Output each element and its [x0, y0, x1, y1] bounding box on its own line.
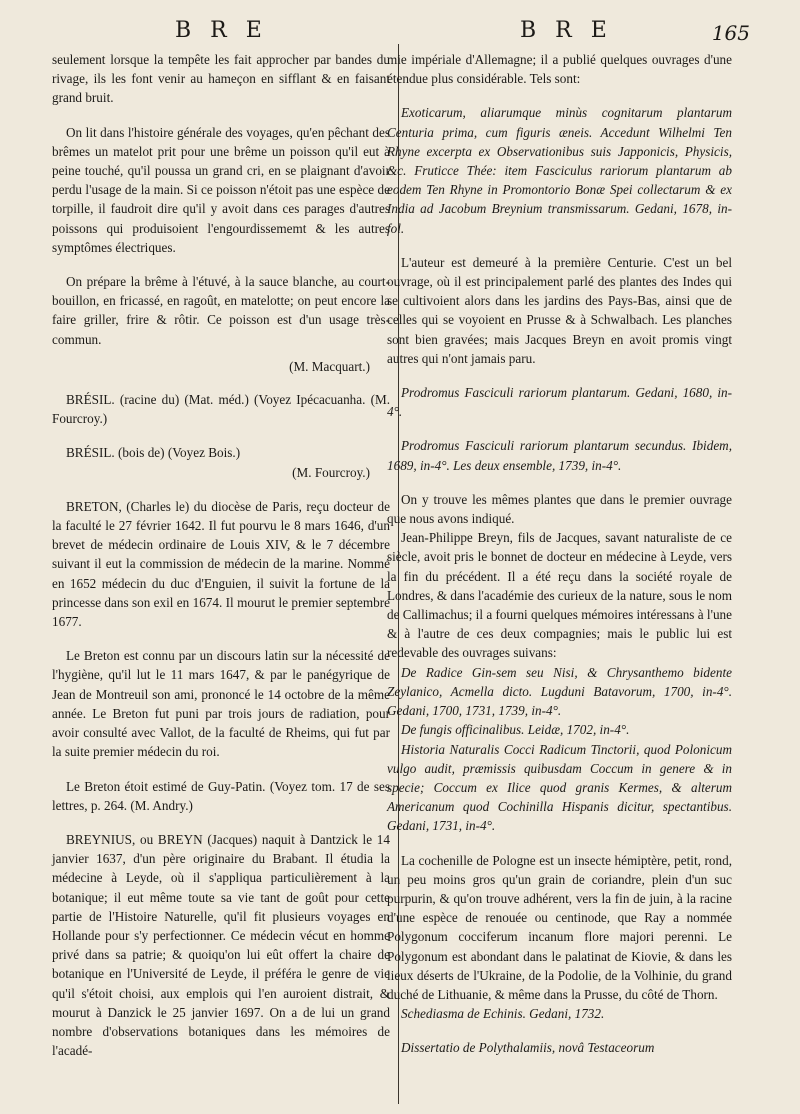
paragraph: seulement lorsque la tempête les fait approcher par bandes du rivage, ils les font venir au hameçon en sifflant & en faisant grand bruit.	[52, 52, 390, 106]
paragraph: Le Breton étoit estimé de Guy-Patin. (Voyez tom. 17 de ses lettres, p. 264. (M. Andry.)	[52, 778, 390, 813]
author-signature: (M. Fourcroy.)	[292, 464, 370, 480]
entry-breynius: BREYNIUS, ou BREYN (Jacques) naquit à Dantzick le 14 janvier 1637, d'un père originaire du Brabant. Il étudia la médecine à Leyde, où il s'appliqua particulièrement à la botanique; il eut même toute sa vie tant de goût pour cette partie de l'Histoire Naturelle, qu'il fit plusieurs voyages en Hollande pour s'y perfectionner. Ce médecin vécut en homme privé dans sa patrie; & quoiqu'on lui eût offert la chaire de botanique en l'Université de Leyde, il préféra le genre de vie qu'il s'étoit choisi, aux emplois qui l'en auroient distrait, & mourut à Danzick le 25 janvier 1697. On a de lui un grand nombre d'observations botaniques dans les mémoires de l'acadé-	[52, 831, 390, 1059]
author-signature: (M. Macquart.)	[289, 358, 370, 374]
paragraph: La cochenille de Pologne est un insecte hémiptère, petit, rond, un peu moins gros qu'un grain de coriandre, plein d'un suc purpurin, & qu'on trouve adhérent, vers la fin de juin, à la racine d'une espèce de renouée ou centinode, que Ray a nommée Polygonum cocciferum incanum flore majori perenni. Le Polygonum est abondant dans le palatinat de Kiovie, & dans les lieux déserts de l'Ukraine, de la Podolie, de la Volhinie, du grand duché de Lithuanie, & même dans la Prusse, du côté de Thorn.	[387, 852, 732, 1002]
running-head-right: B R E	[520, 18, 613, 43]
paragraph: mie impériale d'Allemagne; il a publié quelques ouvrages d'une étendue plus considérable. Tels sont:	[387, 52, 732, 87]
paragraph: On lit dans l'histoire générale des voyages, qu'en pêchant des brêmes un matelot prit pour une brême un poisson qu'il eut à peine touché, qu'il poussa un grand cri, en se plaignant d'avoir perdu l'usage de la main. Si ce poisson n'étoit pas une espèce de torpille, il faudroit dire qu'il y avoit dans ces parages d'autres poissons qui produisoient l'engourdissememt & les autres symptômes électriques.	[52, 124, 390, 255]
bibliography-entry: Historia Naturalis Cocci Radicum Tinctorii, quod Polonicum vulgo audit, præmissis quibusdam Coccum in genere & in specie; Coccum ex Ilice quod granis Kermes, & alterum Americanum quod Cochinilla Hispanis dicitur, spectantibus. Gedani, 1731, in-4°.	[387, 741, 732, 834]
bibliography-entry: Exoticarum, aliarumque minùs cognitarum plantarum Centuria prima, cum figuris æneis. Accedunt Wilhelmi Ten Rhyne excerpta ex Observationibus suis Japponicis, Physicis, &c. Fruticce Thée: item Fasciculus rariorum plantarum ab eodem Ten Rhyne in Promontorio Bonæ Spei collectarum & ex India ad Jacobum Breynium transmissarum. Gedani, 1678, in-fol.	[387, 105, 732, 236]
paragraph: L'auteur est demeuré à la première Centurie. C'est un bel ouvrage, où il est principalement parlé des plantes des Indes qui se cultivoient alors dans les jardins des Pays-Bas, ainsi que de celles qui se voyoient en Prusse & à Schwalbach. Les planches sont bien gravées; mais Jacques Breyn en avoit promis vingt autres qui n'ont jamais paru.	[387, 254, 732, 366]
bibliography-entry: Schediasma de Echinis. Gedani, 1732.	[401, 1006, 605, 1022]
paragraph: On prépare la brême à l'étuvé, à la sauce blanche, au court-bouillon, en fricassé, en ragoût, en matelotte; on peut encore la faire griller, frire & rôtir. Ce poisson est d'un usage très-commun.	[52, 274, 390, 347]
right-column	[387, 50, 732, 1058]
paragraph: Le Breton est connu par un discours latin sur la nécessité de l'hygiène, qu'il lut le 11 mars 1647, & par le panégyrique de Jean de Montreuil son ami, prononcé le 14 octobre de la même année. Le Breton fut puni par trois jours de radiation, pour avoir consulté avec Vallot, de la faculté de Rheims, qui fut par la suite premier médecin du roi.	[52, 648, 390, 760]
bibliography-entry: Dissertatio de Polythalamiis, novâ Testaceorum	[401, 1040, 655, 1056]
bibliography-entry: Prodromus Fasciculi rariorum plantarum. Gedani, 1680, in-4°.	[387, 385, 732, 420]
entry-breton: BRETON, (Charles le) du diocèse de Paris, reçu docteur de la faculté le 27 février 1642. Il fut pourvu le 8 mars 1646, d'un brevet de médecin ordinaire de Louis XIV, & le 7 décembre suivant il eut la commission de médecin de la marine. Nommé en 1652 médecin du duc d'Enguien, il suivit la fortune de la princesse dans son exil en 1674. Il mourut le premier septembre 1677.	[52, 498, 390, 630]
entry-bresil-bois: BRÉSIL. (bois de) (Voyez Bois.)	[66, 445, 241, 461]
left-column	[52, 50, 390, 1060]
paragraph: Jean-Philippe Breyn, fils de Jacques, savant naturaliste de ce siècle, avoit pris le bonnet de docteur en médecine à Leyde, vers la fin du précédent. Il a été reçu dans la société royale de Londres, & dans l'académie des curieux de la nature, sous le nom de Callimachus; il a fourni quelques mémoires intéressans à l'une & à l'autre de ces deux compagnies; mais le public lui est redevable des ouvrages suivans:	[387, 530, 732, 661]
bibliography-entry: De Radice Gin-sem seu Nisi, & Chrysanthemo bidente Zeylanico, Acmella dicto. Lugduni Batavorum, 1700, in-4°. Gedani, 1700, 1731, 1739, in-4°.	[387, 664, 732, 719]
running-head-left: B R E	[175, 18, 268, 43]
bibliography-entry: De fungis officinalibus. Leidæ, 1702, in-4°.	[401, 722, 630, 738]
paragraph: On y trouve les mêmes plantes que dans le premier ouvrage que nous avons indiqué.	[387, 491, 732, 527]
entry-bresil-racine: BRÉSIL. (racine du) (Mat. méd.) (Voyez Ipécacuanha. (M. Fourcroy.)	[52, 392, 390, 427]
bibliography-entry: Prodromus Fasciculi rariorum plantarum secundus. Ibidem, 1689, in-4°. Les deux ensemble, 1739, in-4°.	[387, 438, 732, 473]
page-number: 165	[711, 21, 750, 45]
